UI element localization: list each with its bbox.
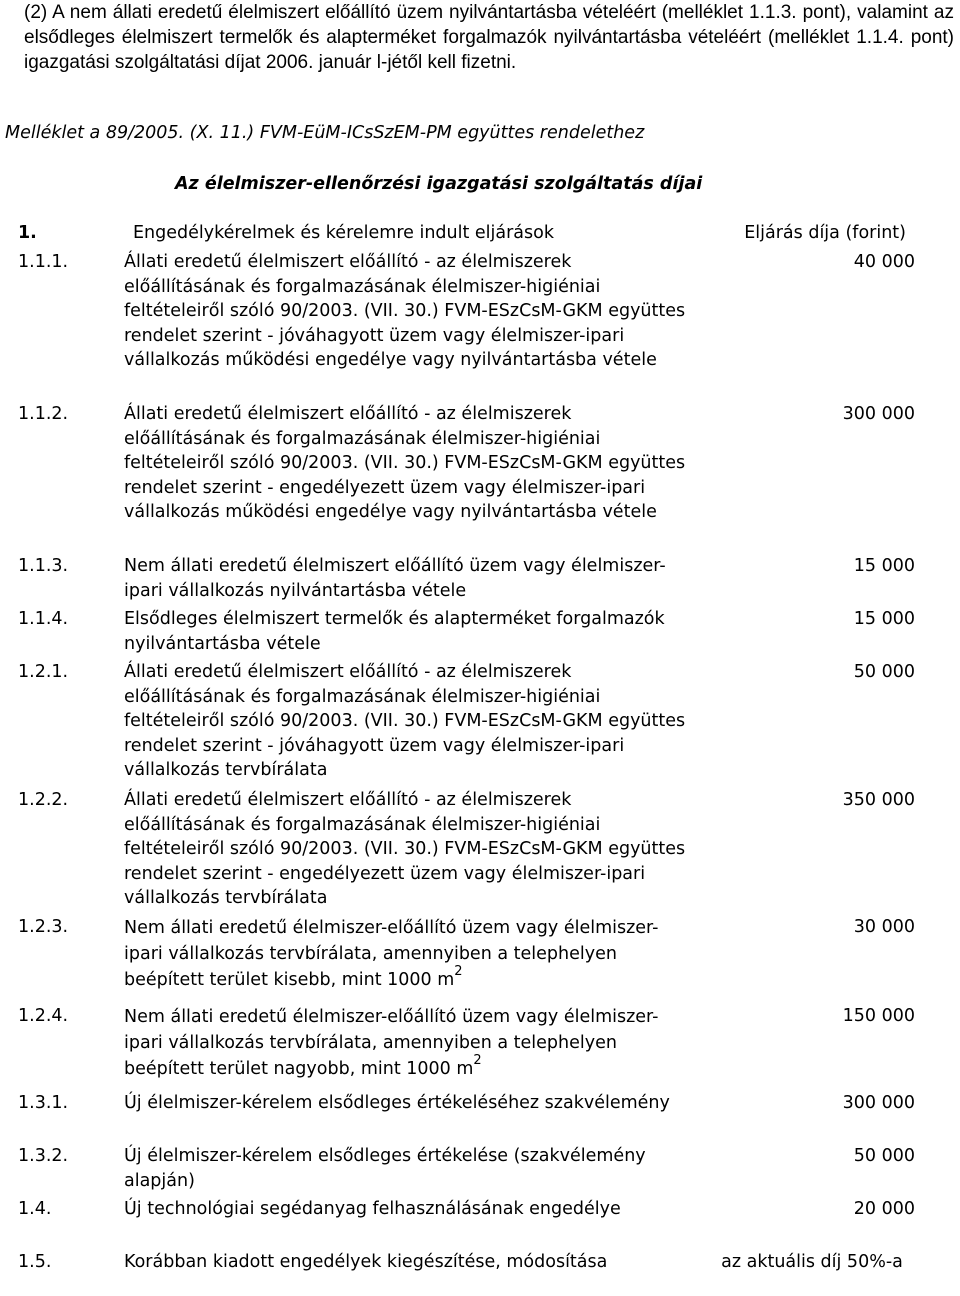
row-number: 1.2.2. [18,790,69,810]
intro-paragraph: (2) A nem állati eredetű élelmiszert előállító üzem nyilvántartásba vételéért (melléklet 1.1.3. pont), valamint az elsődleges élelmiszert termelők és alapterméket forgalmazók nyilvántartásba vételéért (melléklet 1.1.4. pont) igazgatási szolgáltatási díjat 2006. január l-jétől kell fizetni. [24,2,954,73]
row-fee: 15 000 [853,609,915,629]
row-number: 1.3.2. [18,1146,69,1166]
row-number: 1.1.2. [18,404,69,424]
row-fee: 50 000 [853,662,915,682]
row-number: 1.1.4. [18,609,69,629]
row-description-text: Nem állati eredetű élelmiszer-előállító üzem vagy élelmiszer-ipari vállalkozás tervbírálata, amennyiben a telephelyen beépített terület kisebb, mint 1000 m [124,918,659,990]
row-fee: 150 000 [842,1006,915,1026]
document-title: Az élelmiszer-ellenőrzési igazgatási szolgáltatás díjai [175,174,703,194]
appendix-reference: Melléklet a 89/2005. (X. 11.) FVM-EüM-ICsSzEM-PM együttes rendelethez [5,123,645,143]
row-number: 1.2.3. [18,917,69,937]
row-number: 1.4. [18,1199,52,1219]
row-description: Új élelmiszer-kérelem elsődleges értékeléséhez szakvélemény [124,1093,670,1113]
row-number: 1.3.1. [18,1093,69,1113]
row-description: Elsődleges élelmiszert termelők és alapterméket forgalmazók nyilvántartásba vétele [124,609,665,654]
row-fee: 350 000 [842,790,915,810]
row-description: Nem állati eredetű élelmiszert előállító üzem vagy élelmiszer-ipari vállalkozás nyilvántartásba vétele [124,556,666,601]
row-description [124,1004,689,1082]
row-number: 1.1.3. [18,556,69,576]
row-description-text: Nem állati eredetű élelmiszer-előállító üzem vagy élelmiszer-ipari vállalkozás tervbírálata, amennyiben a telephelyen beépített terület nagyobb, mint 1000 m [124,1007,659,1079]
row-description: Korábban kiadott engedélyek kiegészítése, módosítása [124,1252,608,1272]
row-fee: 300 000 [842,1093,915,1113]
row-fee: 20 000 [853,1199,915,1219]
row-number: 1.2.1. [18,662,69,682]
row-number: 1.2.4. [18,1006,69,1026]
row-fee: 50 000 [853,1146,915,1166]
row-fee: az aktuális díj 50%-a [721,1252,903,1272]
row-description: Állati eredetű élelmiszert előállító - az élelmiszerek előállításának és forgalmazásának élelmiszer-higiéniai feltételeiről szóló 90/2003. (VII. 30.) FVM-ESzCsM-GKM együttes rendelet szerint - engedélyezett üzem vagy élelmiszer-ipari vállalkozás működési engedélye vagy nyilvántartásba vétele [124,404,686,522]
square-superscript: 2 [473,1053,482,1068]
row-description: Állati eredetű élelmiszert előállító - az élelmiszerek előállításának és forgalmazásának élelmiszer-higiéniai feltételeiről szóló 90/2003. (VII. 30.) FVM-ESzCsM-GKM együttes rendelet szerint - jóváhagyott üzem vagy élelmiszer-ipari vállalkozás tervbírálata [124,662,686,780]
row-description: Állati eredetű élelmiszert előállító - az élelmiszerek előállításának és forgalmazásának élelmiszer-higiéniai feltételeiről szóló 90/2003. (VII. 30.) FVM-ESzCsM-GKM együttes rendelet szerint - jóváhagyott üzem vagy élelmiszer-ipari vállalkozás működési engedélye vagy nyilvántartásba vétele [124,252,686,370]
row-fee: 40 000 [853,252,915,272]
row-fee: 30 000 [853,917,915,937]
row-fee: 15 000 [853,556,915,576]
square-superscript: 2 [454,964,463,979]
row-description: Új technológiai segédanyag felhasználásának engedélye [124,1199,621,1219]
section-number: 1. [18,223,37,243]
row-number: 1.5. [18,1252,52,1272]
section-label: Engedélykérelmek és kérelemre indult eljárások [133,223,554,243]
row-description: Új élelmiszer-kérelem elsődleges értékelése (szakvélemény alapján) [124,1146,646,1191]
row-number: 1.1.1. [18,252,69,272]
row-description [124,915,689,993]
row-description: Állati eredetű élelmiszert előállító - az élelmiszerek előállításának és forgalmazásának élelmiszer-higiéniai feltételeiről szóló 90/2003. (VII. 30.) FVM-ESzCsM-GKM együttes rendelet szerint - engedélyezett üzem vagy élelmiszer-ipari vállalkozás tervbírálata [124,790,686,908]
row-fee: 300 000 [842,404,915,424]
fee-column-header: Eljárás díja (forint) [744,223,906,243]
